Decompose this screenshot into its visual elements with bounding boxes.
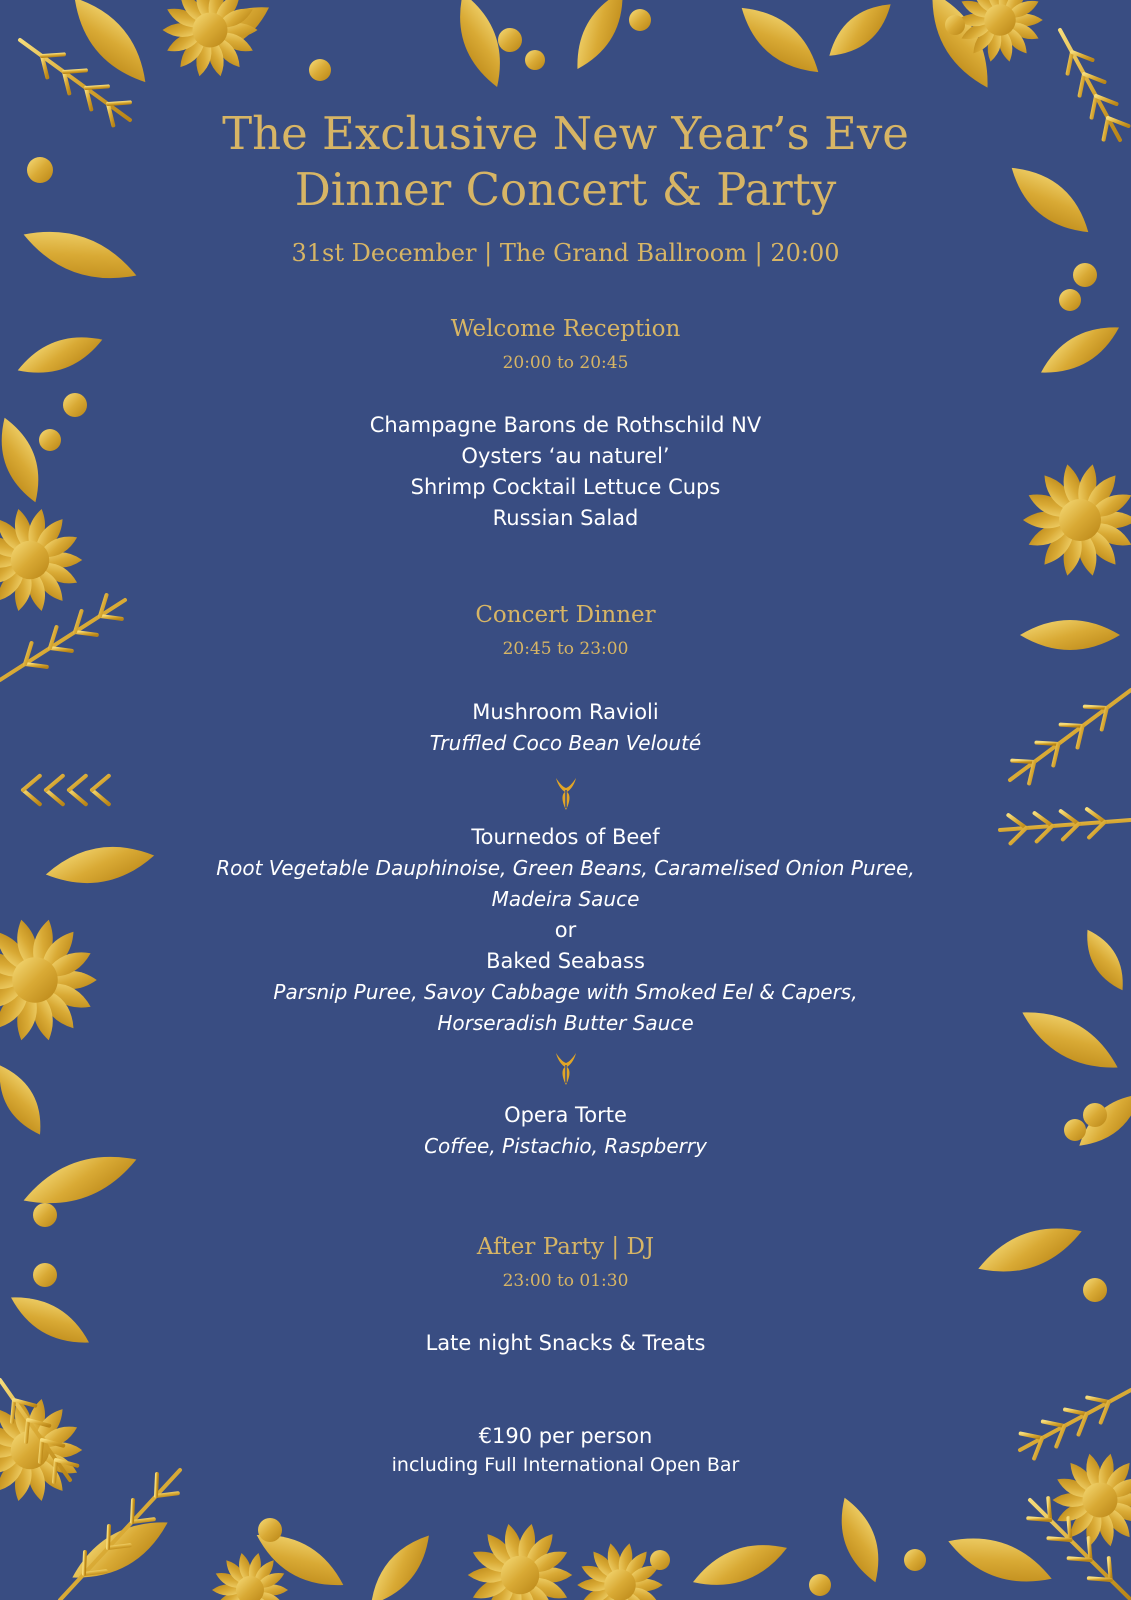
price-note: including Full International Open Bar <box>391 1454 740 1476</box>
after-party-heading: After Party | DJ <box>476 1234 655 1260</box>
leaf-divider-icon <box>552 1051 580 1087</box>
after-party-item: Late night Snacks & Treats <box>425 1331 706 1355</box>
main2-description: Parsnip Puree, Savoy Cabbage with Smoked Eel & Capers, <box>273 980 858 1004</box>
reception-heading: Welcome Reception <box>450 316 681 342</box>
event-title-line-1: The Exclusive New Year’s Eve <box>222 107 909 160</box>
starter-name: Mushroom Ravioli <box>472 700 659 724</box>
reception-time: 20:00 to 20:45 <box>502 353 629 373</box>
main1-description: Root Vegetable Dauphinoise, Green Beans, Caramelised Onion Puree, <box>216 856 915 880</box>
leaf-divider-icon <box>552 776 580 812</box>
dinner-heading: Concert Dinner <box>475 602 656 628</box>
main1-name: Tournedos of Beef <box>471 825 660 849</box>
main2-name: Baked Seabass <box>486 949 645 973</box>
reception-item: Russian Salad <box>492 506 639 530</box>
main2-description: Horseradish Butter Sauce <box>437 1011 694 1035</box>
reception-item: Shrimp Cocktail Lettuce Cups <box>410 475 721 499</box>
starter-description: Truffled Coco Bean Velouté <box>429 731 702 755</box>
dessert-description: Coffee, Pistachio, Raspberry <box>424 1134 707 1158</box>
dinner-time: 20:45 to 23:00 <box>502 639 629 659</box>
event-subtitle: 31st December | The Grand Ballroom | 20:00 <box>291 239 840 267</box>
event-title-line-2: Dinner Concert & Party <box>294 163 837 216</box>
reception-item: Champagne Barons de Rothschild NV <box>369 413 762 437</box>
price-amount: €190 per person <box>478 1424 653 1448</box>
or-label: or <box>554 918 577 942</box>
dessert-name: Opera Torte <box>504 1103 627 1127</box>
after-party-time: 23:00 to 01:30 <box>502 1271 629 1291</box>
main1-description: Madeira Sauce <box>491 887 640 911</box>
reception-item: Oysters ‘au naturel’ <box>461 444 670 468</box>
